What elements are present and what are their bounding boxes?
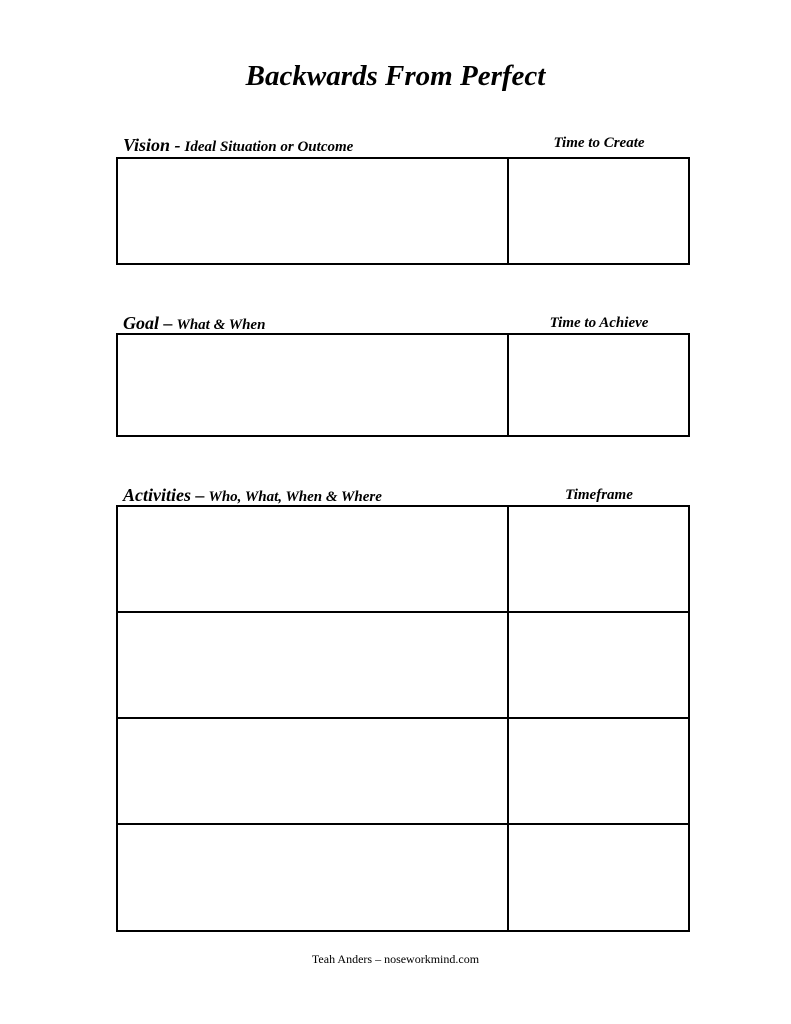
- activity-text-field[interactable]: [118, 719, 509, 825]
- activity-text-field[interactable]: [118, 613, 509, 719]
- vision-heading: [123, 135, 353, 156]
- page-title: Backwards From Perfect: [245, 60, 546, 92]
- vision-text-field[interactable]: [118, 159, 509, 263]
- activity-text-field[interactable]: [118, 825, 509, 930]
- activity-timeframe-field[interactable]: [509, 825, 688, 930]
- goal-heading: [123, 313, 265, 334]
- activities-heading: [123, 485, 382, 506]
- goal-table: [116, 333, 690, 437]
- goal-right-heading: Time to Achieve: [549, 315, 649, 331]
- goal-text-field[interactable]: [118, 335, 509, 435]
- vision-right-heading: Time to Create: [553, 135, 645, 151]
- vision-label: Vision -: [123, 135, 181, 155]
- goal-label: Goal –: [123, 313, 173, 333]
- goal-sublabel: What & When: [176, 317, 266, 333]
- activities-label: Activities –: [123, 485, 205, 505]
- activity-timeframe-field[interactable]: [509, 719, 688, 825]
- activity-timeframe-field[interactable]: [509, 507, 688, 613]
- vision-sublabel: Ideal Situation or Outcome: [184, 139, 354, 155]
- activities-table: [116, 505, 690, 932]
- goal-time-field[interactable]: [509, 335, 688, 435]
- activities-right-heading: Timeframe: [565, 487, 633, 503]
- vision-time-field[interactable]: [509, 159, 688, 263]
- activity-text-field[interactable]: [118, 507, 509, 613]
- vision-table: [116, 157, 690, 265]
- activities-sublabel: Who, What, When & Where: [208, 489, 382, 505]
- activity-timeframe-field[interactable]: [509, 613, 688, 719]
- footer-credit: Teah Anders – noseworkmind.com: [311, 952, 480, 966]
